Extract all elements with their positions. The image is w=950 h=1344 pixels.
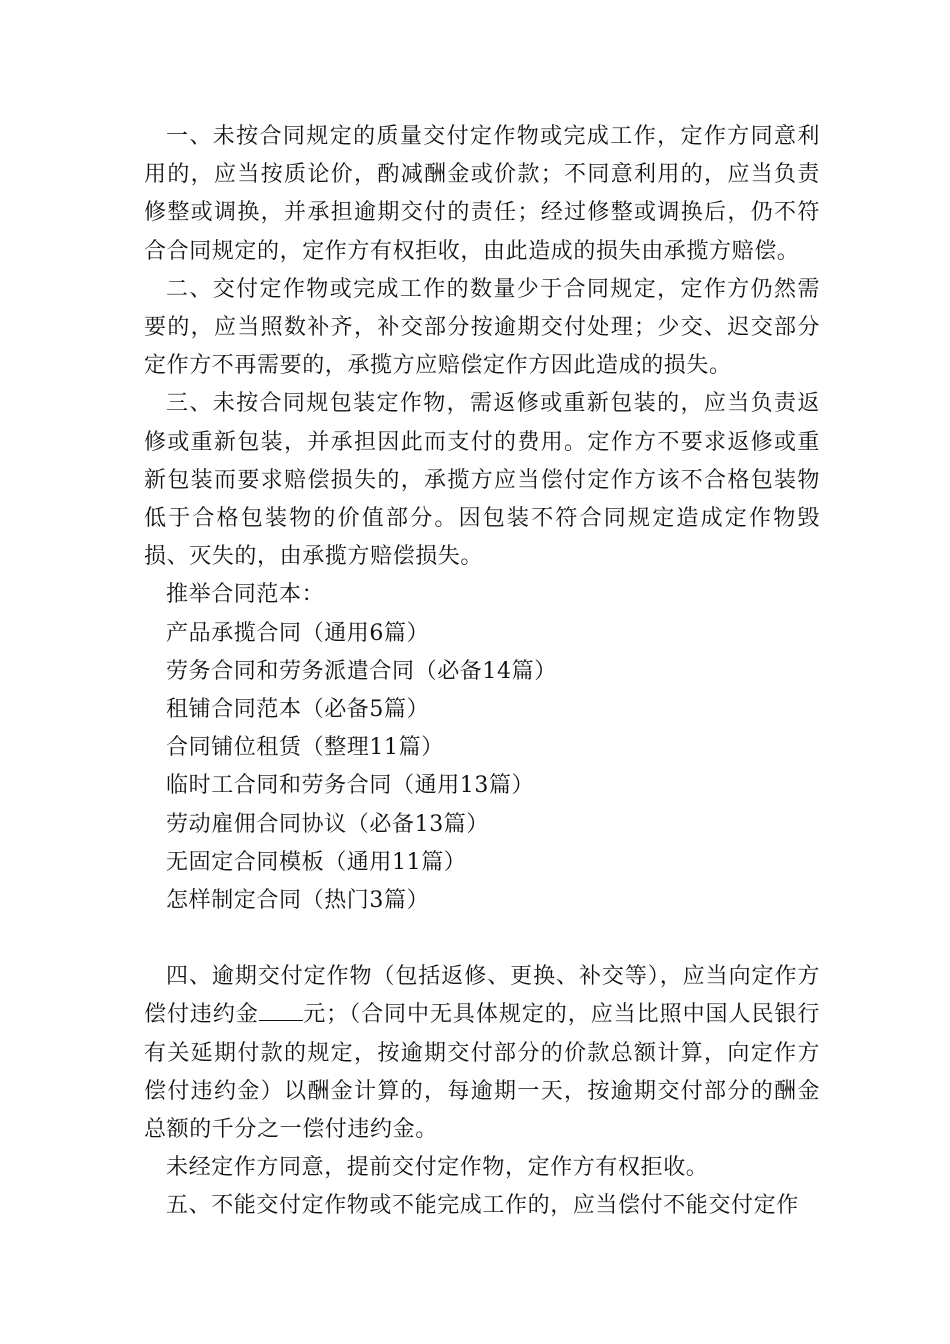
clause-late-delivery-text: 四、逾期交付定作物（包括返修、更换、补交等），应当向定作方偿付违约金	[144, 964, 820, 1028]
clause-packaging: 三、未按合同规包装定作物，需返修或重新包装的，应当负责返修或重新包装，并承担因此而支付的费用。定作方不要求返修或重新包装而要求赔偿损失的，承揽方应当偿付定作方该不合格包装物低于合格包装物的价值部分。因包装不符合同规定造成定作物毁损、灭失的，由承揽方赔偿损失。	[144, 391, 820, 570]
recommend-link-item[interactable]: 无固定合同模板（通用11篇）	[166, 849, 467, 875]
clause-failure-to-deliver: 五、不能交付定作物或不能完成工作的，应当偿付不能交付定作	[166, 1193, 799, 1219]
clause-quantity: 二、交付定作物或完成工作的数量少于合同规定，定作方仍然需要的，应当照数补齐，补交部分按逾期交付处理；少交、迟交部分定作方不再需要的，承揽方应赔偿定作方因此造成的损失。	[144, 276, 820, 379]
recommend-link-item[interactable]: 合同铺位租赁（整理11篇）	[166, 735, 444, 761]
recommend-link-item[interactable]: 劳务合同和劳务派遣合同（必备14篇）	[166, 658, 557, 684]
clause-late-delivery-text-rest: 元；（合同中无具体规定的，应当比照中国人民银行有关延期付款的规定，按逾期交付部分的价款总额计算，向定作方偿付违约金）以酬金计算的，每逾期一天，按逾期交付部分的酬金总额的千分之一偿付违约金。	[144, 1002, 820, 1143]
recommend-link-item[interactable]: 怎样制定合同（热门3篇）	[166, 888, 430, 914]
clause-early-delivery: 未经定作方同意，提前交付定作物，定作方有权拒收。	[166, 1155, 709, 1181]
recommend-link-item[interactable]: 产品承揽合同（通用6篇）	[166, 620, 430, 646]
paragraph-gap	[144, 920, 820, 958]
recommend-link-item[interactable]: 临时工合同和劳务合同（通用13篇）	[166, 773, 535, 799]
recommend-link-item[interactable]: 租铺合同范本（必备5篇）	[166, 697, 430, 723]
clause-late-delivery	[144, 958, 820, 1149]
document-body	[144, 118, 820, 1226]
recommend-link-item[interactable]: 劳动雇佣合同协议（必备13篇）	[166, 811, 489, 837]
clause-quality: 一、未按合同规定的质量交付定作物或完成工作，定作方同意利用的，应当按质论价，酌减酬金或价款；不同意利用的，应当负责修整或调换，并承担逾期交付的责任；经过修整或调换后，仍不符合合同规定的，定作方有权拒收，由此造成的损失由承揽方赔偿。	[144, 124, 820, 264]
penalty-amount-blank	[259, 1000, 303, 1021]
recommend-heading: 推举合同范本：	[166, 582, 325, 608]
